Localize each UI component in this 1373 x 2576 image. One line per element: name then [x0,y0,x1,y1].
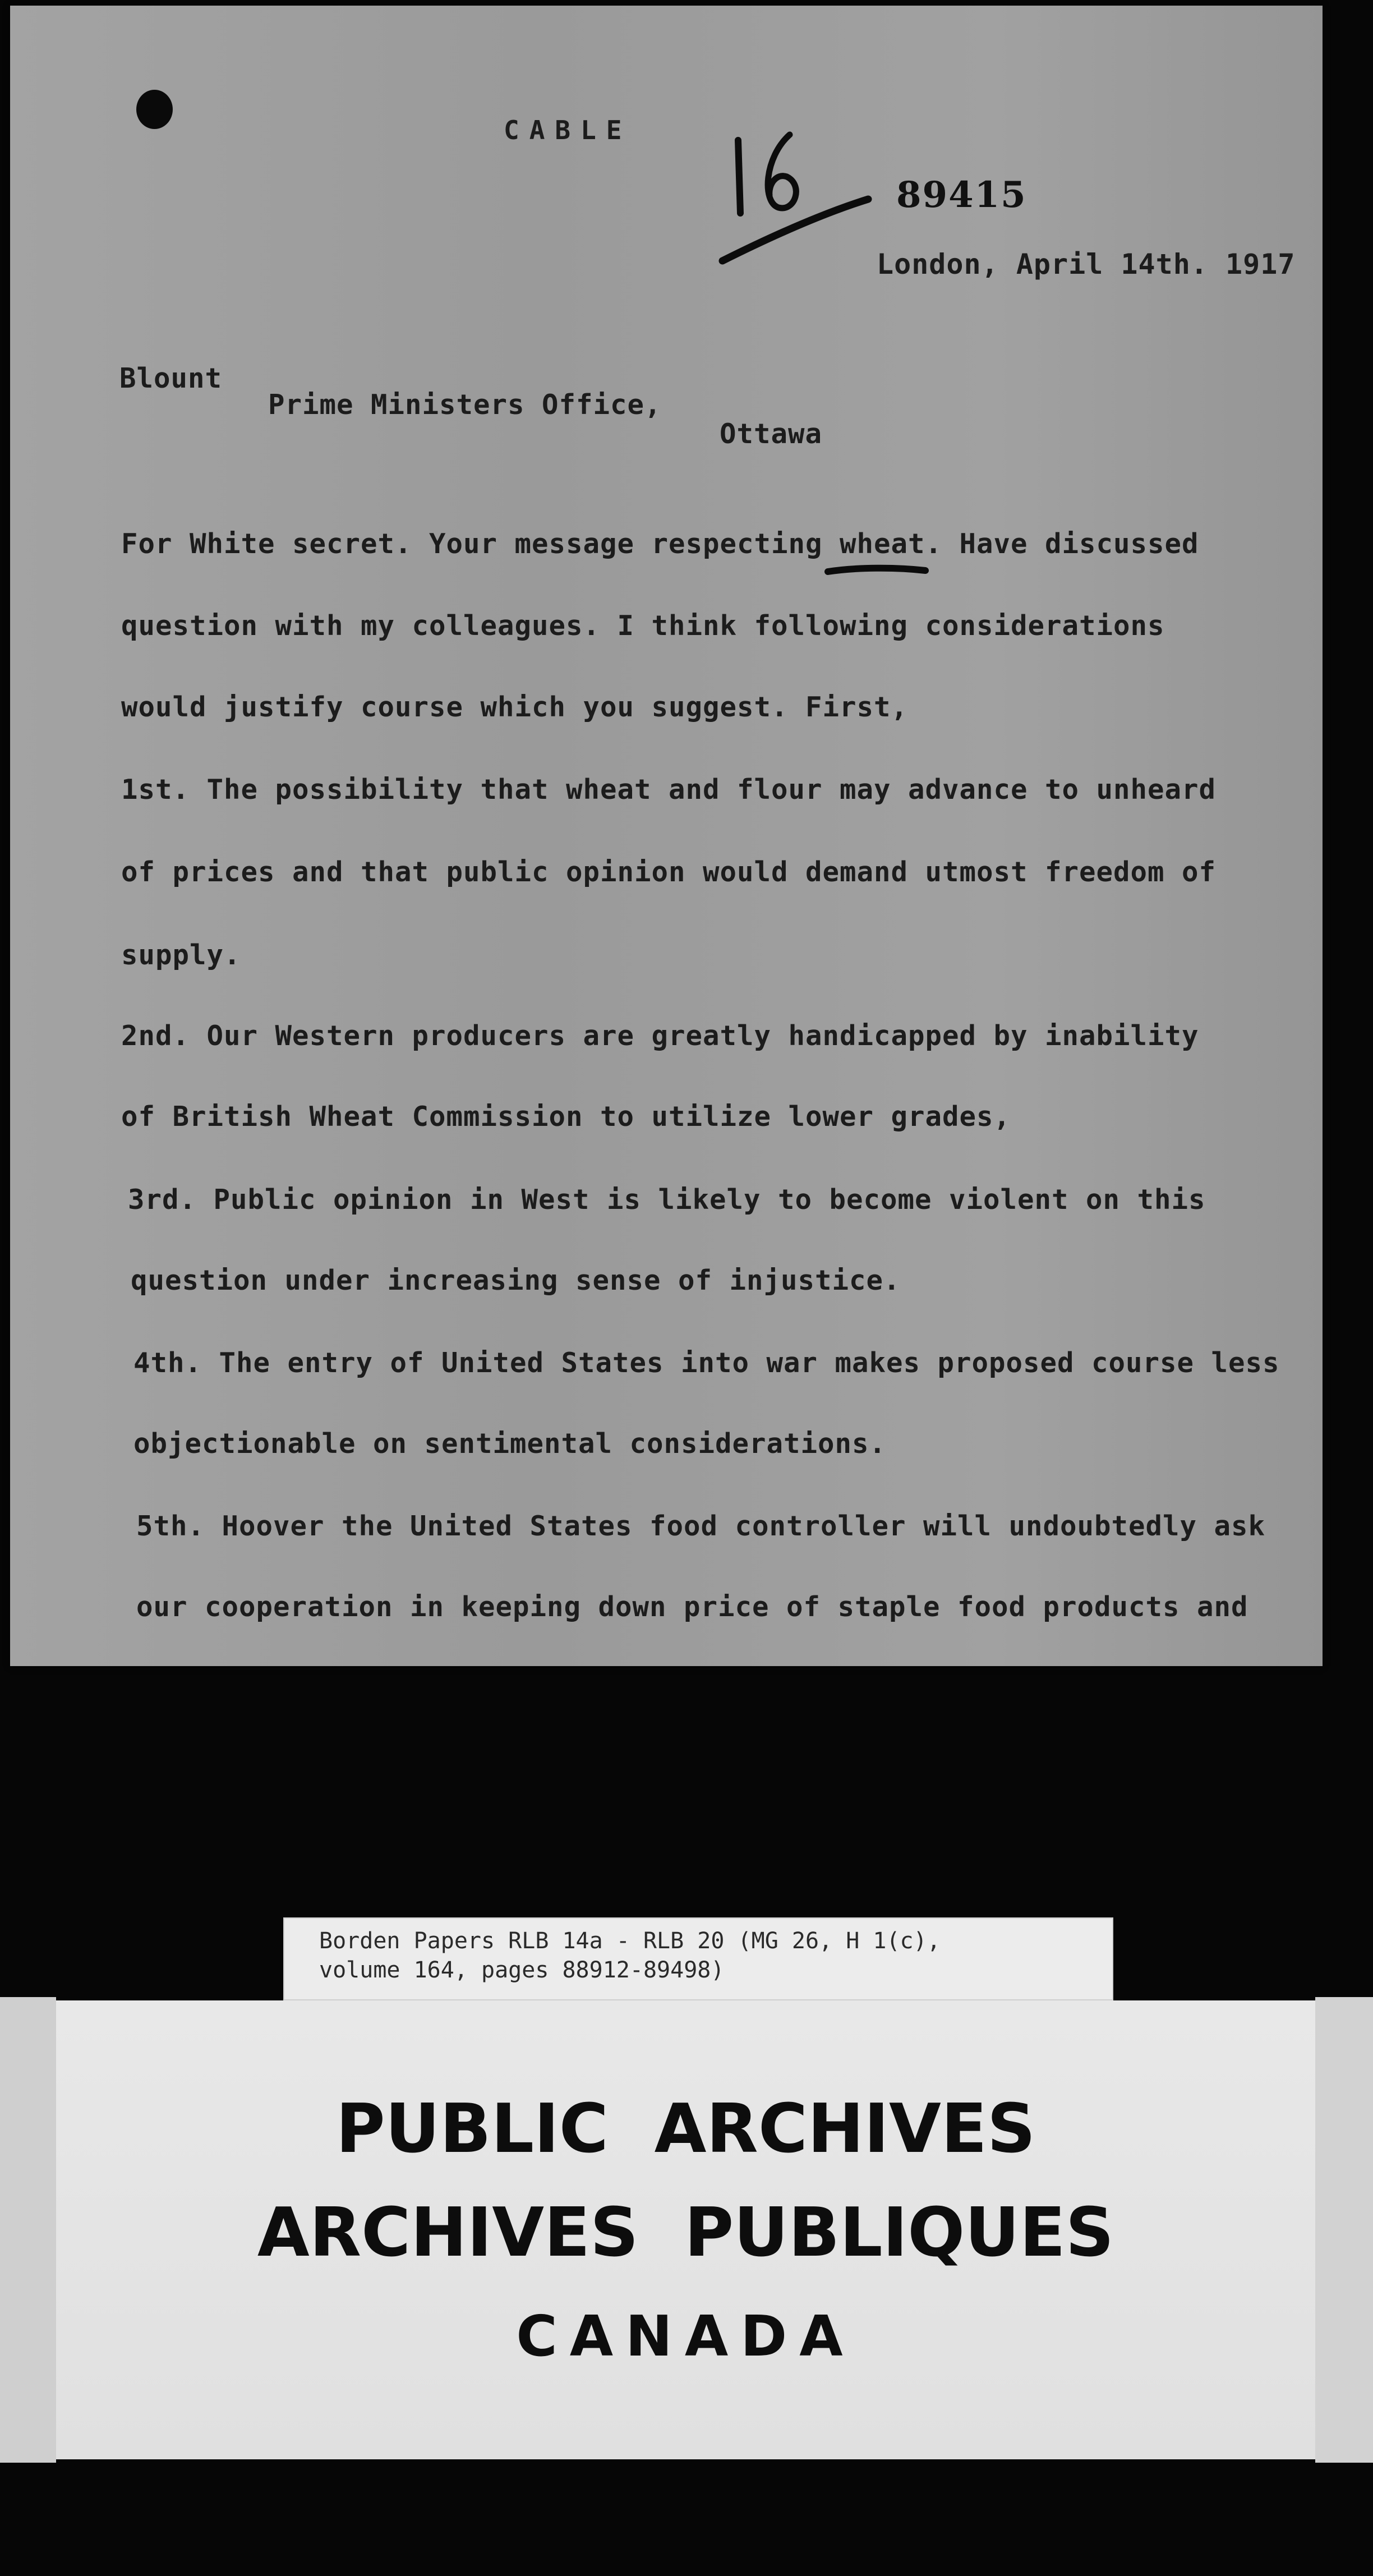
card-edge-right [1315,1997,1373,2463]
card-edge-left [0,1997,56,2463]
recipient-name: Blount [119,362,223,394]
body-line: 1st. The possibility that wheat and flour may advance to unheard [121,774,1217,806]
archive-title-french: ARCHIVES PUBLIQUES [257,2194,1114,2272]
archive-card [56,2000,1315,2459]
archive-country: CANADA [516,2303,855,2369]
body-line: question with my colleagues. I think following considerations [121,610,1165,642]
cable-document [10,6,1323,1666]
body-line: 2nd. Our Western producers are greatly handicapped by inability [121,1020,1199,1052]
file-number: 89415 [896,174,1027,216]
archive-reference-label [283,1917,1113,2000]
body-line: of British Wheat Commission to utilize lower grades, [121,1101,1011,1133]
body-line: 4th. The entry of United States into war makes proposed course less [133,1347,1280,1379]
body-line: 3rd. Public opinion in West is likely to become violent on this [128,1184,1206,1216]
body-line: For White secret. Your message respecting wheat. Have discussed [121,528,1199,560]
archive-label-line-1: Borden Papers RLB 14a - RLB 20 (MG 26, H 1(c), [319,1928,941,1954]
recipient-office: Prime Ministers Office, [268,389,662,421]
recipient-city: Ottawa [720,418,823,450]
handwritten-underline [823,564,930,581]
handwritten-number-16 [711,123,891,275]
body-line: question under increasing sense of injustice. [131,1264,901,1296]
archive-title-english: PUBLIC ARCHIVES [335,2090,1036,2168]
body-line: supply. [121,939,241,971]
body-line: of prices and that public opinion would demand utmost freedom of [121,856,1217,888]
cable-heading: CABLE [504,115,632,145]
body-line: would justify course which you suggest. First, [121,691,909,723]
body-line: our cooperation in keeping down price of staple food products and [136,1591,1248,1623]
body-line: objectionable on sentimental considerations. [133,1428,887,1460]
body-line: 5th. Hoover the United States food controller will undoubtedly ask [136,1510,1266,1542]
place-date: London, April 14th. 1917 [877,248,1296,280]
archive-label-line-2: volume 164, pages 88912-89498) [319,1957,725,1983]
hole-punch-mark [136,90,173,129]
